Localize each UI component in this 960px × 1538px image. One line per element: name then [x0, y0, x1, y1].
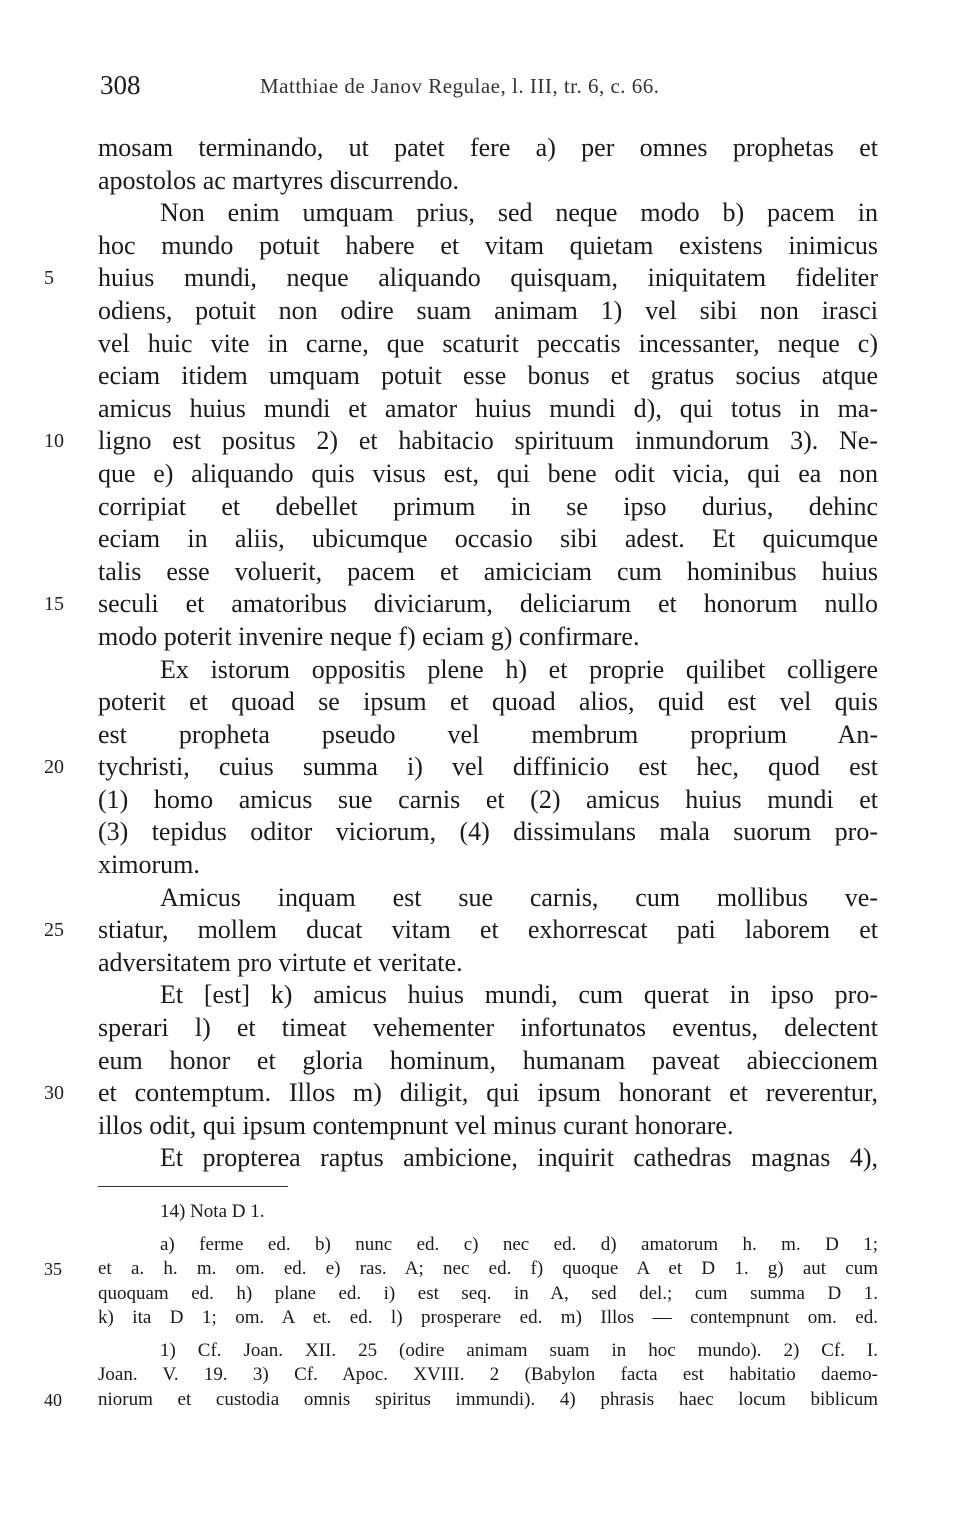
line-text: est propheta pseudo vel membrum proprium An-	[98, 719, 878, 749]
text-line	[0, 816, 960, 849]
footnote-line	[0, 1233, 960, 1258]
text-line	[0, 1077, 960, 1110]
page-header	[100, 70, 880, 104]
footnote-line	[0, 1363, 960, 1388]
line-text: poterit et quoad se ipsum et quoad alios, quid est vel quis	[98, 687, 878, 717]
line-text: a) ferme ed. b) nunc ed. c) nec ed. d) amatorum h. m. D 1;	[160, 1233, 878, 1255]
text-line	[0, 295, 960, 328]
line-text: k) ita D 1; om. A et. ed. l) prosperare ed. m) Illos — contempnunt om. ed.	[98, 1307, 878, 1328]
footnote-line	[0, 1388, 960, 1413]
text-line	[0, 491, 960, 524]
footnotes	[0, 1200, 960, 1412]
line-text: Amicus inquam est sue carnis, cum mollibus ve-	[160, 882, 878, 912]
line-number: 25	[44, 919, 64, 942]
footnote-line	[0, 1257, 960, 1282]
footnote-line	[0, 1282, 960, 1307]
line-text: et contemptum. Illos m) diligit, qui ipsum honorant et reverentur,	[98, 1078, 878, 1108]
text-line	[0, 719, 960, 752]
text-line	[0, 165, 960, 198]
main-text	[0, 132, 960, 1175]
text-line	[0, 556, 960, 589]
text-line	[0, 947, 960, 980]
line-number: 40	[44, 1389, 62, 1410]
line-text: eciam in aliis, ubicumque occasio sibi adest. Et quicumque	[98, 524, 878, 554]
text-line	[0, 458, 960, 491]
footnote-line	[0, 1339, 960, 1364]
text-line	[0, 621, 960, 654]
text-line	[0, 1012, 960, 1045]
line-text: et a. h. m. om. ed. e) ras. A; nec ed. f) quoque A et D 1. g) aut cum	[98, 1258, 878, 1279]
line-text: stiatur, mollem ducat vitam et exhorrescat pati laborem et	[98, 915, 878, 945]
line-text: Et propterea raptus ambicione, inquirit cathedras magnas 4),	[160, 1143, 878, 1173]
line-text: corripiat et debellet primum in se ipso durius, dehinc	[98, 491, 878, 521]
line-text: sperari l) et timeat vehementer infortunatos eventus, delectent	[98, 1013, 878, 1043]
line-text: eciam itidem umquam potuit esse bonus et gratus socius atque	[98, 361, 878, 391]
text-line	[0, 1045, 960, 1078]
line-number: 20	[44, 756, 64, 779]
line-text: huius mundi, neque aliquando quisquam, iniquitatem fideliter	[98, 263, 878, 293]
line-number: 15	[44, 593, 64, 616]
page-number: 308	[100, 70, 141, 100]
text-line	[0, 654, 960, 687]
text-line	[0, 328, 960, 361]
line-number: 35	[44, 1259, 62, 1279]
line-text: ximorum.	[98, 850, 200, 880]
text-line	[0, 751, 960, 784]
line-text: niorum et custodia omnis spiritus immundi). 4) phrasis haec locum biblicum	[98, 1388, 878, 1410]
footnote-divider	[98, 1186, 288, 1187]
line-text: talis esse voluerit, pacem et amiciciam cum hominibus huius	[98, 556, 878, 586]
running-title: Matthiae de Janov Regulae, l. III, tr. 6, c. 66.	[260, 74, 660, 98]
line-text: 14) Nota D 1.	[160, 1201, 265, 1222]
text-line	[0, 360, 960, 393]
text-line	[0, 914, 960, 947]
text-line	[0, 523, 960, 556]
footnote-line	[0, 1200, 960, 1225]
line-text: apostolos ac martyres discurrendo.	[98, 165, 460, 195]
line-text: Et [est] k) amicus huius mundi, cum querat in ipso pro-	[160, 980, 878, 1010]
text-line	[0, 262, 960, 295]
line-text: hoc mundo potuit habere et vitam quietam existens inimicus	[98, 230, 878, 260]
line-text: Ex istorum oppositis plene h) et proprie quilibet colligere	[160, 654, 878, 684]
text-line	[0, 882, 960, 915]
line-text: vel huic vite in carne, que scaturit peccatis incessanter, neque c)	[98, 328, 878, 358]
line-number: 10	[44, 430, 64, 453]
line-text: que e) aliquando quis visus est, qui bene odit vicia, qui ea non	[98, 458, 878, 488]
line-text: modo poterit invenire neque f) eciam g) confirmare.	[98, 621, 640, 651]
text-line	[0, 425, 960, 458]
text-line	[0, 849, 960, 882]
line-text: 1) Cf. Joan. XII. 25 (odire animam suam in hoc mundo). 2) Cf. I.	[160, 1339, 878, 1361]
line-text: mosam terminando, ut patet fere a) per omnes prophetas et	[98, 133, 878, 162]
text-line	[0, 588, 960, 621]
line-text: illos odit, qui ipsum contempnunt vel minus curant honorare.	[98, 1110, 734, 1140]
footnote-line	[0, 1306, 960, 1331]
line-text: amicus huius mundi et amator huius mundi d), qui totus in ma-	[98, 393, 878, 423]
text-line	[0, 230, 960, 263]
line-text: (1) homo amicus sue carnis et (2) amicus huius mundi et	[98, 784, 878, 814]
text-line	[0, 686, 960, 719]
line-number: 5	[44, 267, 54, 290]
line-text: Non enim umquam prius, sed neque modo b) pacem in	[160, 198, 878, 228]
line-text: ligno est positus 2) et habitacio spirituum inmundorum 3). Ne-	[98, 426, 878, 456]
text-line	[0, 979, 960, 1012]
line-number: 30	[44, 1082, 64, 1105]
line-text: (3) tepidus oditor viciorum, (4) dissimulans mala suorum pro-	[98, 817, 878, 847]
line-text: odiens, potuit non odire suam animam 1) vel sibi non irasci	[98, 295, 878, 325]
line-text: seculi et amatoribus diviciarum, deliciarum et honorum nullo	[98, 589, 878, 619]
text-line	[0, 1142, 960, 1175]
text-line	[0, 132, 960, 165]
line-text: adversitatem pro virtute et veritate.	[98, 947, 463, 977]
text-line	[0, 197, 960, 230]
line-text: eum honor et gloria hominum, humanam paveat abieccionem	[98, 1045, 878, 1075]
line-text: tychristi, cuius summa i) vel diffinicio est hec, quod est	[98, 752, 878, 782]
line-text: quoquam ed. h) plane ed. i) est seq. in A, sed del.; cum summa D 1.	[98, 1282, 878, 1304]
line-text: Joan. V. 19. 3) Cf. Apoc. XVIII. 2 (Babylon facta est habitatio daemo-	[98, 1364, 878, 1385]
text-line	[0, 1110, 960, 1143]
text-line	[0, 393, 960, 426]
text-line	[0, 784, 960, 817]
